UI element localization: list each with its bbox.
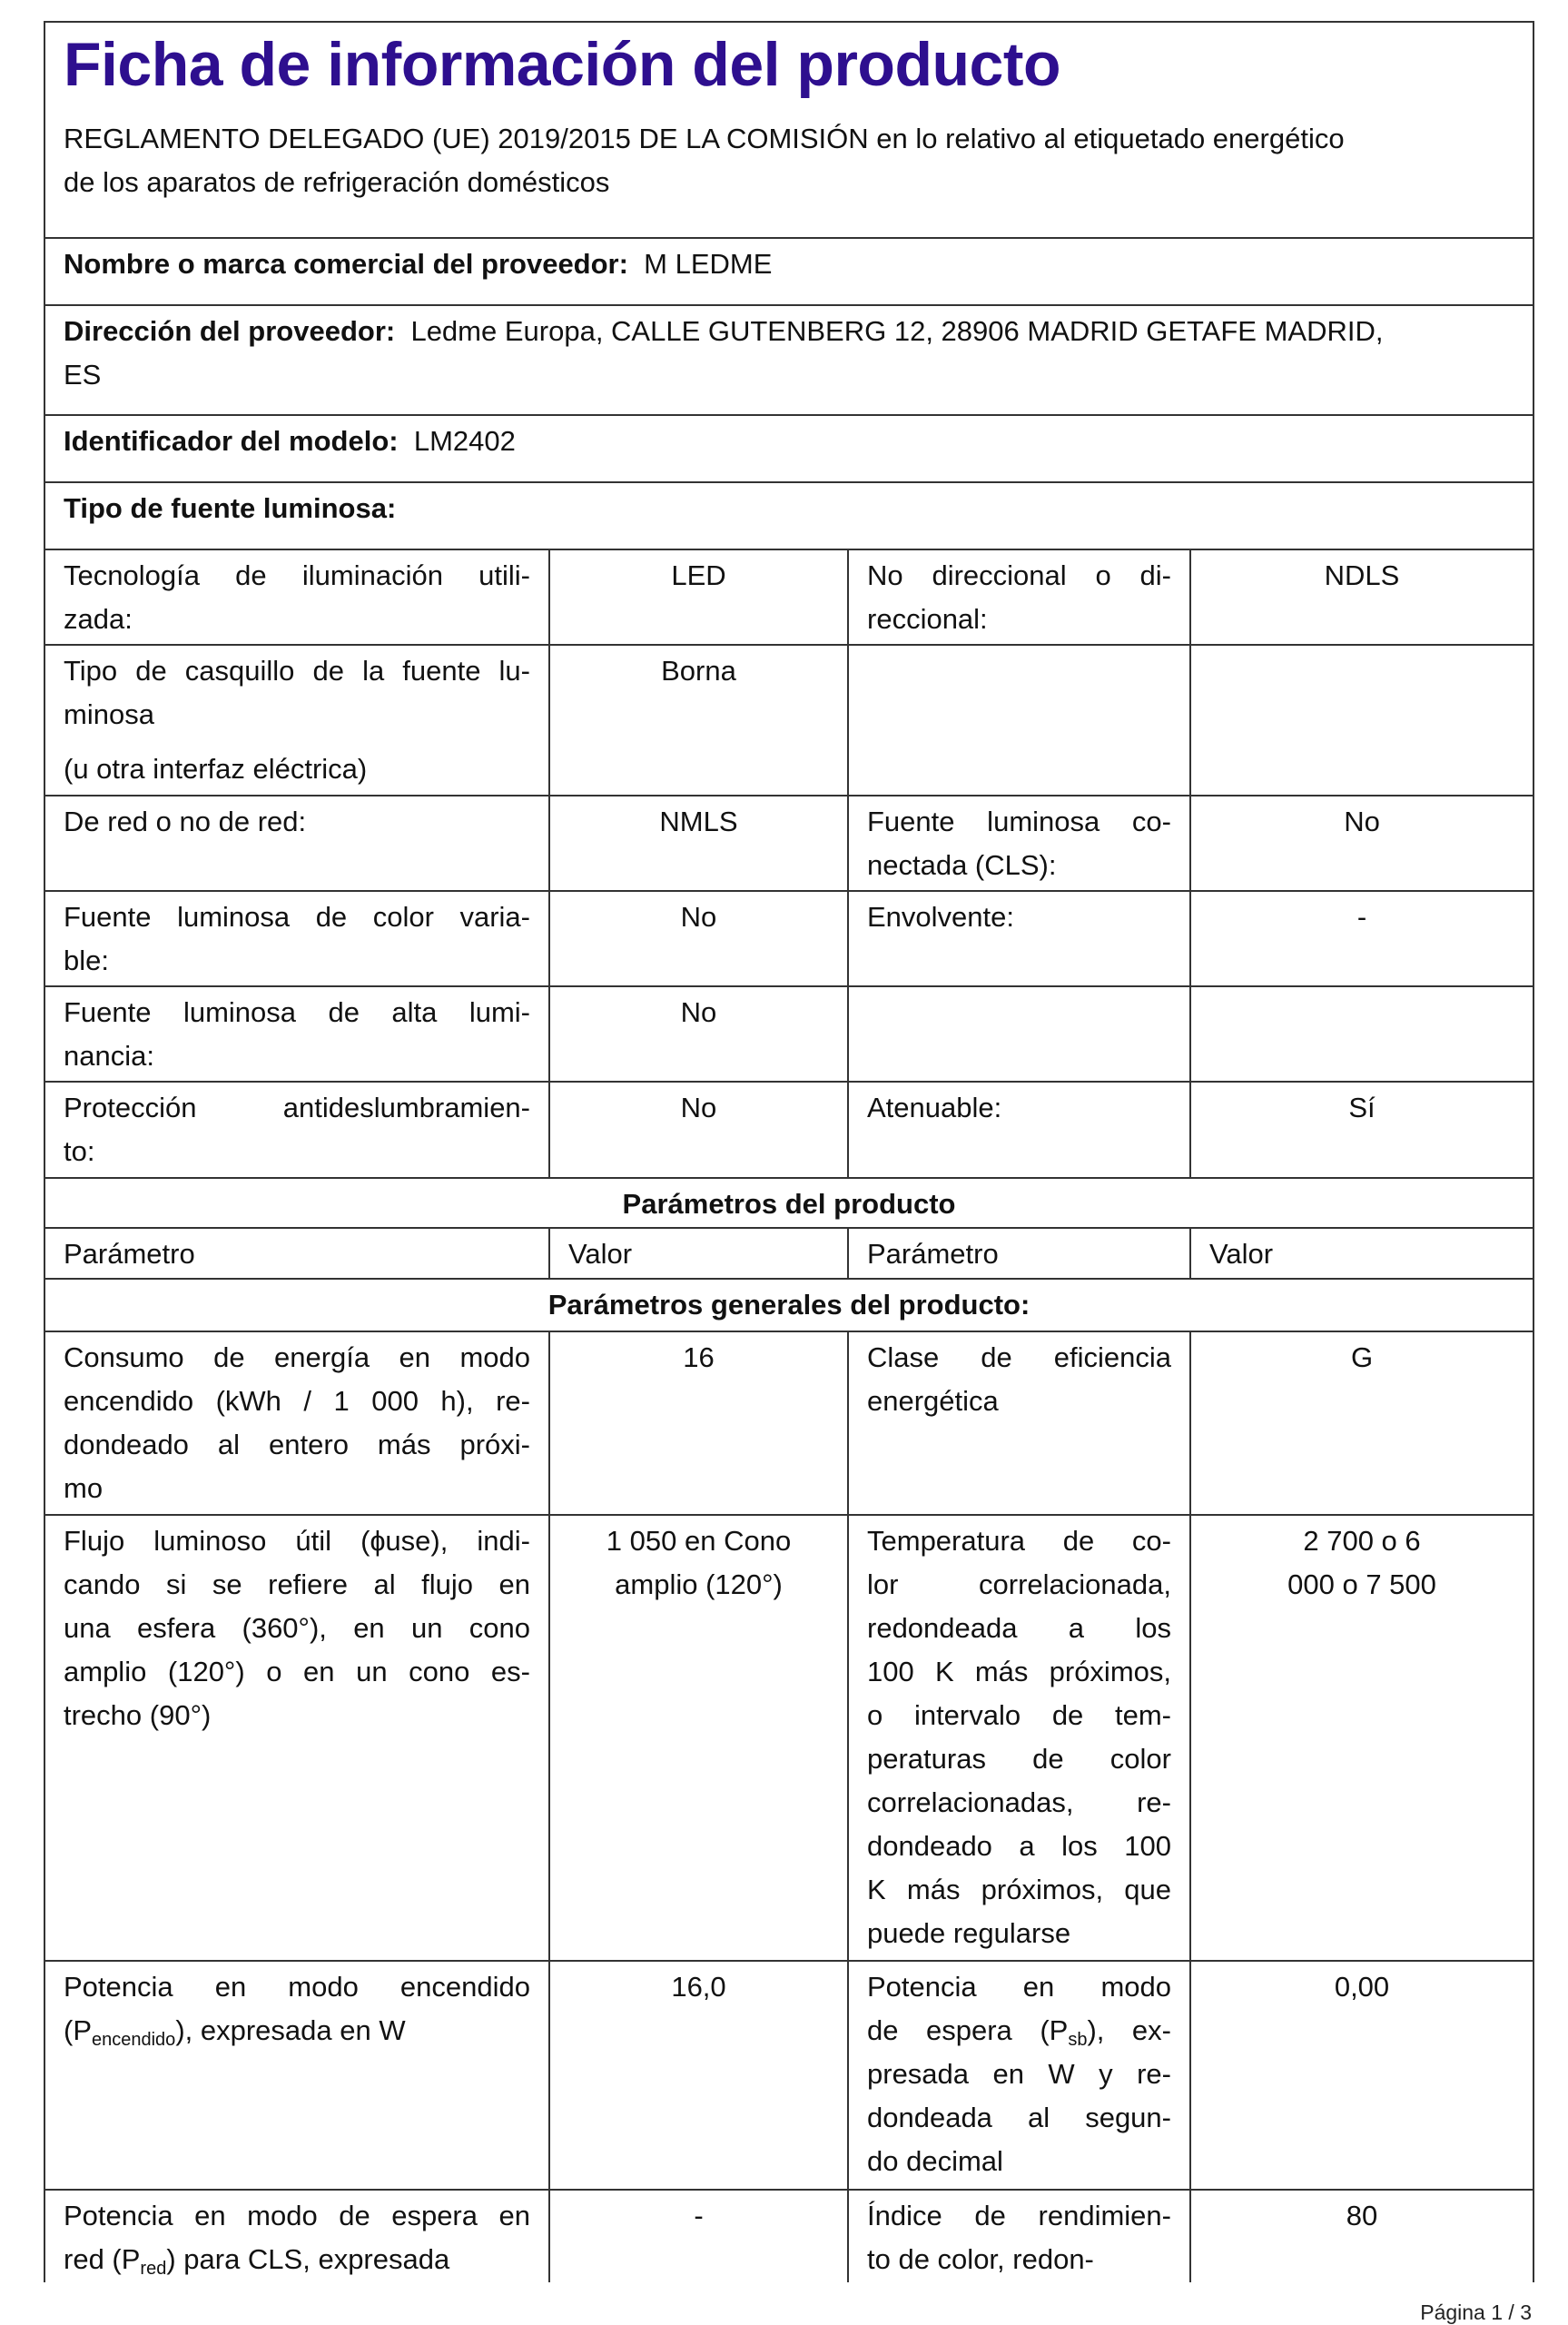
- subtitle-line: de los aparatos de refrigeración domésticos: [64, 166, 610, 198]
- light-source-row: [44, 891, 1533, 986]
- cell-value-line: 16: [683, 1341, 715, 1373]
- cell-line: correlacionadas, re-: [867, 1786, 1171, 1818]
- value-cell: [549, 1961, 848, 2190]
- cell-line: lor correlacionada,: [867, 1568, 1171, 1600]
- cell-line: [64, 2009, 530, 2053]
- light-source-row: [44, 796, 1533, 891]
- text-segment: de espera (P: [867, 2014, 1069, 2046]
- cell-line: to:: [64, 1135, 95, 1167]
- light-source-type-label: Tipo de fuente luminosa:: [64, 492, 397, 524]
- text-segment: (P: [64, 2014, 92, 2046]
- cell-line: Fuente luminosa de alta lumi-: [64, 996, 530, 1028]
- cell-line: encendido (kWh / 1 000 h), re-: [64, 1385, 530, 1417]
- cell-line: [867, 2009, 1171, 2053]
- value-cell: [1190, 645, 1533, 796]
- parameter-cell: [44, 549, 549, 645]
- cell-line: De red o no de red:: [64, 806, 307, 837]
- value-cell: No: [549, 1082, 848, 1178]
- parameter-cell: [44, 891, 549, 986]
- cell-paragraph: [867, 800, 1171, 887]
- cell-line: Fuente luminosa co-: [867, 806, 1171, 837]
- parameter-cell: [848, 796, 1190, 891]
- cell-line: Potencia en modo encendido: [64, 1971, 530, 2003]
- cell-line: Tecnología de iluminación utili-: [64, 559, 530, 591]
- subscript: encendido: [92, 2030, 176, 2050]
- subscript: red: [140, 2259, 167, 2279]
- cell-value-line: 80: [1346, 2200, 1378, 2231]
- parameter-cell: [44, 1515, 549, 1961]
- supplier-name-row: [44, 238, 1533, 305]
- product-information-sheet: [44, 21, 1534, 2282]
- cell-paragraph: [867, 1965, 1171, 2183]
- cell-paragraph: [64, 1519, 530, 1737]
- cell-line: o intervalo de tem-: [867, 1699, 1171, 1731]
- cell-line: Clase de eficiencia: [867, 1341, 1171, 1373]
- cell-line: [64, 2238, 530, 2281]
- cell-line: (u otra interfaz eléctrica): [64, 753, 368, 785]
- cell-line: Potencia en modo de espera en: [64, 2200, 530, 2231]
- page-title: Ficha de información del producto: [64, 30, 1061, 99]
- param-row: [44, 1331, 1533, 1515]
- cell-paragraph: [64, 895, 530, 983]
- model-value: LM2402: [413, 425, 516, 457]
- cell-paragraph: [64, 747, 530, 791]
- cell-line: dondeada al segun-: [867, 2102, 1171, 2133]
- supplier-address-label: Dirección del proveedor:: [64, 315, 396, 347]
- parameter-cell: [44, 796, 549, 891]
- general-params-title: Parámetros generales del producto:: [44, 1279, 1533, 1331]
- cell-line: No direccional o di-: [867, 559, 1171, 591]
- cell-line: una esfera (360°), en un cono: [64, 1612, 530, 1644]
- parameter-cell: [848, 645, 1190, 796]
- cell-line: Fuente luminosa de color varia-: [64, 901, 530, 933]
- light-source-row: [44, 645, 1533, 796]
- value-cell: No: [549, 891, 848, 986]
- parameter-cell: [44, 1331, 549, 1515]
- value-cell: [549, 1331, 848, 1515]
- page-number: Página 1 / 3: [1420, 2300, 1532, 2324]
- general-params-table: [44, 1331, 1533, 2282]
- cell-line: K más próximos, que: [867, 1874, 1171, 1905]
- parameter-cell: [848, 2190, 1190, 2282]
- cell-value-line: 0,00: [1334, 1971, 1390, 2003]
- cell-line: amplio (120°) o en un cono es-: [64, 1656, 530, 1687]
- col-header: Valor: [549, 1228, 848, 1279]
- parameter-cell: [44, 986, 549, 1082]
- cell-value-line: 16,0: [671, 1971, 726, 2003]
- parameter-cell: [848, 549, 1190, 645]
- cell-line: zada:: [64, 603, 133, 635]
- text-segment: red (P: [64, 2243, 141, 2275]
- cell-paragraph: [867, 1336, 1171, 1423]
- cell-paragraph: [64, 1965, 530, 2053]
- cell-value-line: 000 o 7 500: [1287, 1568, 1436, 1600]
- col-header: Parámetro: [848, 1228, 1190, 1279]
- cell-line: peraturas de color: [867, 1743, 1171, 1775]
- value-cell: [1190, 1515, 1533, 1961]
- parameter-cell: [44, 1082, 549, 1178]
- cell-paragraph: [867, 1086, 1171, 1130]
- cell-value-line: -: [694, 2200, 704, 2231]
- cell-line: dondeado al entero más próxi-: [64, 1429, 530, 1460]
- parameter-cell: [848, 1515, 1190, 1961]
- value-cell: [1190, 986, 1533, 1082]
- cell-line: minosa: [64, 698, 154, 730]
- value-cell: NDLS: [1190, 549, 1533, 645]
- cell-line: 100 K más próximos,: [867, 1656, 1171, 1687]
- value-cell: Borna: [549, 645, 848, 796]
- cell-line: Tipo de casquillo de la fuente lu-: [64, 655, 530, 687]
- cell-paragraph: [64, 1086, 530, 1173]
- supplier-name-value: M LEDME: [644, 248, 773, 280]
- params-header-row: [44, 1228, 1533, 1279]
- cell-paragraph: [64, 800, 530, 844]
- supplier-name-label: Nombre o marca comercial del proveedor:: [64, 248, 628, 280]
- value-cell: [1190, 2190, 1533, 2282]
- cell-line: Consumo de energía en modo: [64, 1341, 530, 1373]
- cell-line: do decimal: [867, 2145, 1003, 2177]
- general-params-row: [44, 1279, 1533, 1331]
- light-source-row: [44, 986, 1533, 1082]
- cell-value-line: G: [1350, 1341, 1374, 1373]
- value-cell: [1190, 1961, 1533, 2190]
- parameter-cell: [848, 1961, 1190, 2190]
- cell-line: energética: [867, 1385, 999, 1417]
- cell-line: nancia:: [64, 1040, 154, 1072]
- text-segment: ), expresada en W: [175, 2014, 406, 2046]
- model-label: Identificador del modelo:: [64, 425, 399, 457]
- light-source-table: [44, 549, 1533, 1178]
- cell-line: reccional:: [867, 603, 988, 635]
- cell-line: trecho (90°): [64, 1699, 212, 1731]
- cell-line: cando si se refiere al flujo en: [64, 1568, 530, 1600]
- cell-line: redondeada a los: [867, 1612, 1171, 1644]
- cell-line: to de color, redon-: [867, 2243, 1094, 2275]
- value-cell: [1190, 1331, 1533, 1515]
- cell-value-line: amplio (120°): [615, 1568, 783, 1600]
- value-cell: [549, 2190, 848, 2282]
- value-cell: -: [1190, 891, 1533, 986]
- subtitle-line: REGLAMENTO DELEGADO (UE) 2019/2015 DE LA COMISIÓN en lo relativo al etiquetado energético: [64, 123, 1345, 154]
- cell-line: Índice de rendimien-: [867, 2200, 1171, 2231]
- cell-line: mo: [64, 1472, 104, 1504]
- value-cell: [549, 1515, 848, 1961]
- cell-paragraph: [64, 649, 530, 737]
- parameter-cell: [848, 1331, 1190, 1515]
- text-segment: ) para CLS, expresada: [166, 2243, 450, 2275]
- cell-line: Protección antideslumbramien-: [64, 1092, 530, 1123]
- parameter-cell: [848, 1082, 1190, 1178]
- col-header: Valor: [1190, 1228, 1533, 1279]
- cell-line: Potencia en modo: [867, 1971, 1171, 2003]
- params-section-title: Parámetros del producto: [44, 1178, 1533, 1228]
- cell-line: puede regularse: [867, 1917, 1071, 1949]
- cell-line: nectada (CLS):: [867, 849, 1057, 881]
- params-section-row: [44, 1178, 1533, 1228]
- cell-paragraph: [64, 991, 530, 1078]
- value-cell: NMLS: [549, 796, 848, 891]
- supplier-address-value: Ledme Europa, CALLE GUTENBERG 12, 28906 MADRID GETAFE MADRID,: [410, 315, 1384, 347]
- cell-line: dondeado a los 100: [867, 1830, 1171, 1862]
- value-cell: LED: [549, 549, 848, 645]
- cell-paragraph: [64, 1336, 530, 1510]
- cell-paragraph: [867, 1519, 1171, 1955]
- cell-paragraph: [867, 554, 1171, 641]
- param-row: [44, 1515, 1533, 1961]
- parameter-cell: [44, 1961, 549, 2190]
- supplier-address-value-cont: ES: [64, 359, 102, 391]
- cell-paragraph: [64, 554, 530, 641]
- param-row: [44, 2190, 1533, 2282]
- cell-line: Flujo luminoso útil (ɸuse), indi-: [64, 1525, 530, 1557]
- value-cell: No: [1190, 796, 1533, 891]
- cell-line: Temperatura de co-: [867, 1525, 1171, 1557]
- col-header: Parámetro: [44, 1228, 549, 1279]
- subscript: sb: [1068, 2030, 1088, 2050]
- light-source-row: [44, 549, 1533, 645]
- model-identifier-row: [44, 415, 1533, 482]
- supplier-address-row: [44, 305, 1533, 415]
- text-segment: ), ex-: [1087, 2014, 1171, 2046]
- parameter-cell: [44, 2190, 549, 2282]
- cell-line: Atenuable:: [867, 1092, 1002, 1123]
- cell-line: presada en W y re-: [867, 2058, 1171, 2090]
- light-source-row: [44, 1082, 1533, 1178]
- header-row: [44, 22, 1533, 238]
- cell-line: ble:: [64, 945, 109, 976]
- cell-value-line: 2 700 o 6: [1303, 1525, 1421, 1557]
- cell-paragraph: [867, 895, 1171, 939]
- cell-paragraph: [64, 2194, 530, 2281]
- cell-value-line: 1 050 en Cono: [606, 1525, 792, 1557]
- value-cell: No: [549, 986, 848, 1082]
- parameter-cell: [44, 645, 549, 796]
- regulation-subtitle: [64, 117, 1514, 204]
- value-cell: Sí: [1190, 1082, 1533, 1178]
- parameter-cell: [848, 986, 1190, 1082]
- parameter-cell: [848, 891, 1190, 986]
- light-source-type-row: [44, 482, 1533, 549]
- cell-paragraph: [867, 2194, 1171, 2281]
- param-row: [44, 1961, 1533, 2190]
- cell-line: Envolvente:: [867, 901, 1014, 933]
